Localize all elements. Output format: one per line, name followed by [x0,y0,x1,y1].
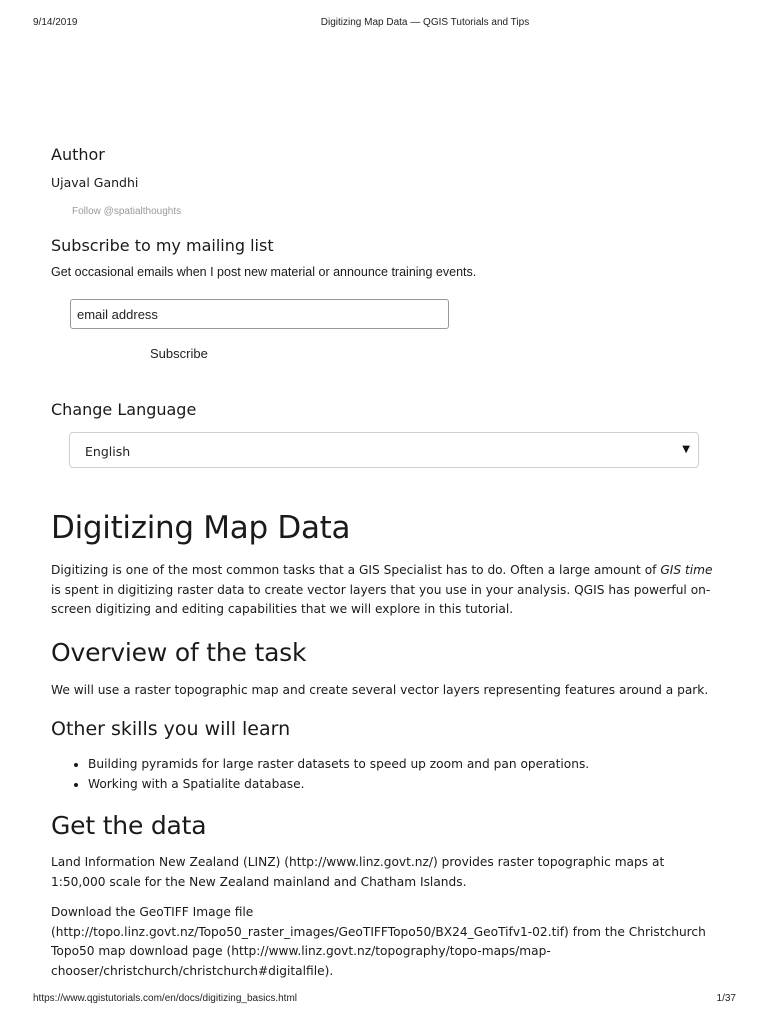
language-select[interactable] [69,432,699,468]
chevron-down-icon: ▼ [682,444,690,455]
print-page-title: Digitizing Map Data — QGIS Tutorials and Tips [320,17,530,28]
author-name: Ujaval Gandhi [51,175,139,190]
skills-list [51,754,589,794]
subscribe-button[interactable]: Subscribe [150,346,208,361]
article-title: Digitizing Map Data [51,510,351,546]
print-page-number: 1/37 [716,993,736,1004]
intro-text-start: Digitizing is one of the most common tasks that a GIS Specialist has to do. Often a large amount of [51,563,661,577]
print-date: 9/14/2019 [33,17,78,28]
intro-text-end: is spent in digitizing raster data to create vector layers that you use in your analysis. QGIS has powerful on-screen digitizing and editing capabilities that we will explore in this tutorial. [51,582,711,616]
list-item: • Building pyramids for large raster datasets to speed up zoom and pan operations. [88,754,589,774]
print-url: https://www.qgistutorials.com/en/docs/digitizing_basics.html [33,993,298,1004]
author-heading: Author [51,145,105,164]
data-paragraph-1: Land Information New Zealand (LINZ) (http://www.linz.govt.nz/) provides raster topographic maps at 1:50,000 scale for the New Zealand mainland and Chatham Islands. [51,855,665,889]
intro-emphasis: GIS time [660,563,713,577]
language-selected-value: English [85,444,131,459]
skills-heading: Other skills you will learn [51,718,291,740]
print-header [0,17,768,31]
overview-heading: Overview of the task [51,638,307,667]
mailing-list-description: Get occasional emails when I post new material or announce training events. [51,265,477,279]
data-paragraph-2: Download the GeoTIFF Image file (http://topo.linz.govt.nz/Topo50_raster_images/GeoTIFFTopo50/BX24_GeoTifv1-02.tif) from the Christchurch Topo50 map download page (http://www.linz.govt.nz/topography/topo-maps/map-chooser/christchurch/christchurch#digitalfile). [51,905,706,978]
list-item: • Working with a Spatialite database. [88,774,589,794]
change-language-heading: Change Language [51,400,197,419]
overview-paragraph: We will use a raster topographic map and create several vector layers representing features around a park. [51,683,709,697]
follow-twitter-link[interactable]: Follow @spatialthoughts [72,206,182,217]
email-input[interactable] [70,299,449,329]
mailing-list-heading: Subscribe to my mailing list [51,236,274,255]
get-data-heading: Get the data [51,811,207,840]
intro-paragraph [51,561,719,620]
